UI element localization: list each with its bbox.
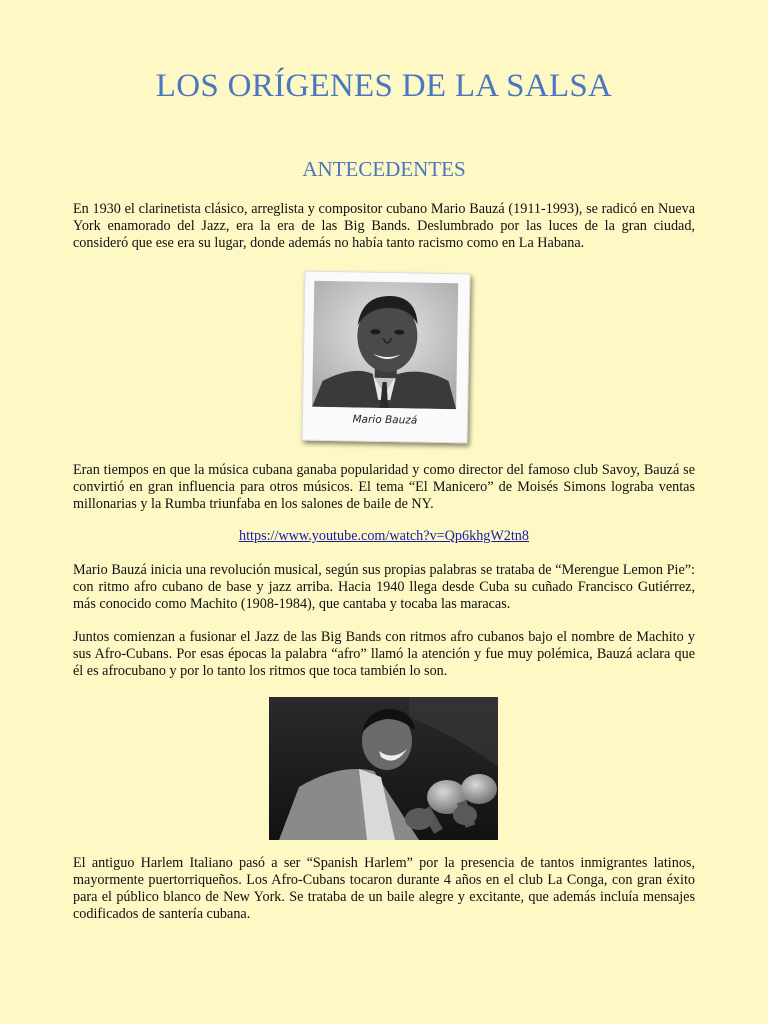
portrait-image (312, 281, 458, 409)
youtube-link[interactable]: https://www.youtube.com/watch?v=Qp6khgW2tn8 (239, 528, 529, 544)
paragraph-spanish-harlem: El antiguo Harlem Italiano pasó a ser “Spanish Harlem” por la presencia de tantos inmigrantes latinos, mayormente puertorriqueños. Los Afro-Cubans tocaron durante 4 años en el club La Conga, con gran éxito para el público blanco de New York. Se trataba de un baile alegre y excitante, que además incluía mensajes codificados de santería cubana. (73, 855, 695, 922)
mario-bauza-photo (302, 271, 471, 444)
paragraph-afro-cubans: Juntos comienzan a fusionar el Jazz de las Big Bands con ritmos afro cubanos bajo el nombre de Machito y sus Afro-Cubans. Por esas épocas la palabra “afro” llamó la atención y fue muy polémica, Bauzá aclara que él es afrocubano y por lo tanto los ritmos que toca también lo son. (73, 629, 695, 679)
page-title: LOS ORÍGENES DE LA SALSA (155, 68, 613, 104)
machito-photo (269, 697, 498, 840)
paragraph-savoy: Eran tiempos en que la música cubana ganaba popularidad y como director del famoso club Savoy, Bauzá se convirtió en gran influencia para otros músicos. El tema “El Manicero” de Moisés Simons lograba ventas millonarias y la Rumba triunfaba en los salones de baile de NY. (73, 462, 695, 512)
paragraph-intro: En 1930 el clarinetista clásico, arreglista y compositor cubano Mario Bauzá (1911-1993), se radicó en Nueva York enamorado del Jazz, era la era de las Big Bands. Deslumbrado por las luces de la gran ciudad, consideró que ese era su lugar, donde además no había tanto racismo como en La Habana. (73, 201, 695, 251)
section-heading: ANTECEDENTES (302, 157, 466, 181)
photo-caption: Mario Bauzá (352, 413, 418, 427)
paragraph-revolution: Mario Bauzá inicia una revolución musical, según sus propias palabras se trataba de “Merengue Lemon Pie”: con ritmo afro cubano de base y jazz arriba. Hacia 1940 llega desde Cuba su cuñado Francisco Gutiérrez, más conocido como Machito (1908-1984), que cantaba y tocaba las maracas. (73, 562, 695, 612)
